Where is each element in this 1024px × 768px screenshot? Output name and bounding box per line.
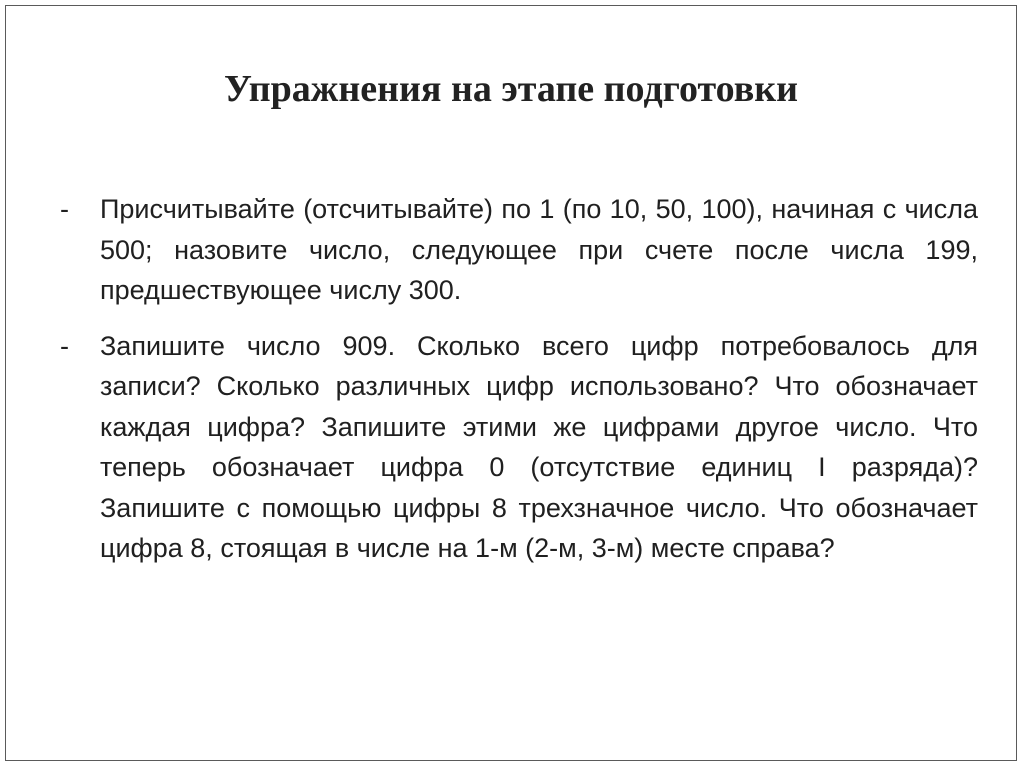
list-item	[60, 189, 978, 311]
list-bullet: -	[60, 330, 69, 361]
slide-title: Упражнения на этапе подготовки	[223, 68, 799, 110]
list-bullet: -	[60, 194, 69, 224]
exercise-list	[60, 189, 978, 569]
list-item	[60, 326, 978, 569]
list-item-text: Присчитывайте (отсчитывайте) по 1 (по 10, 50, 100), начиная с числа 500; назовите число, следующее при счете после числа 199, предшествующее числу 300.	[100, 194, 978, 305]
list-item-text: Запишите число 909. Сколько всего цифр потребовалось для записи? Сколько различных цифр использовано? Что обозначает каждая цифра? Запишите этими же цифрами другое число. Что теперь обозначает цифра 0 (отсутствие единиц I разряда)? Запишите с помощью цифры 8 трехзначное число. Что обозначает цифра 8, стоящая в числе на 1-м (2-м, 3-м) месте справа?	[100, 330, 978, 563]
